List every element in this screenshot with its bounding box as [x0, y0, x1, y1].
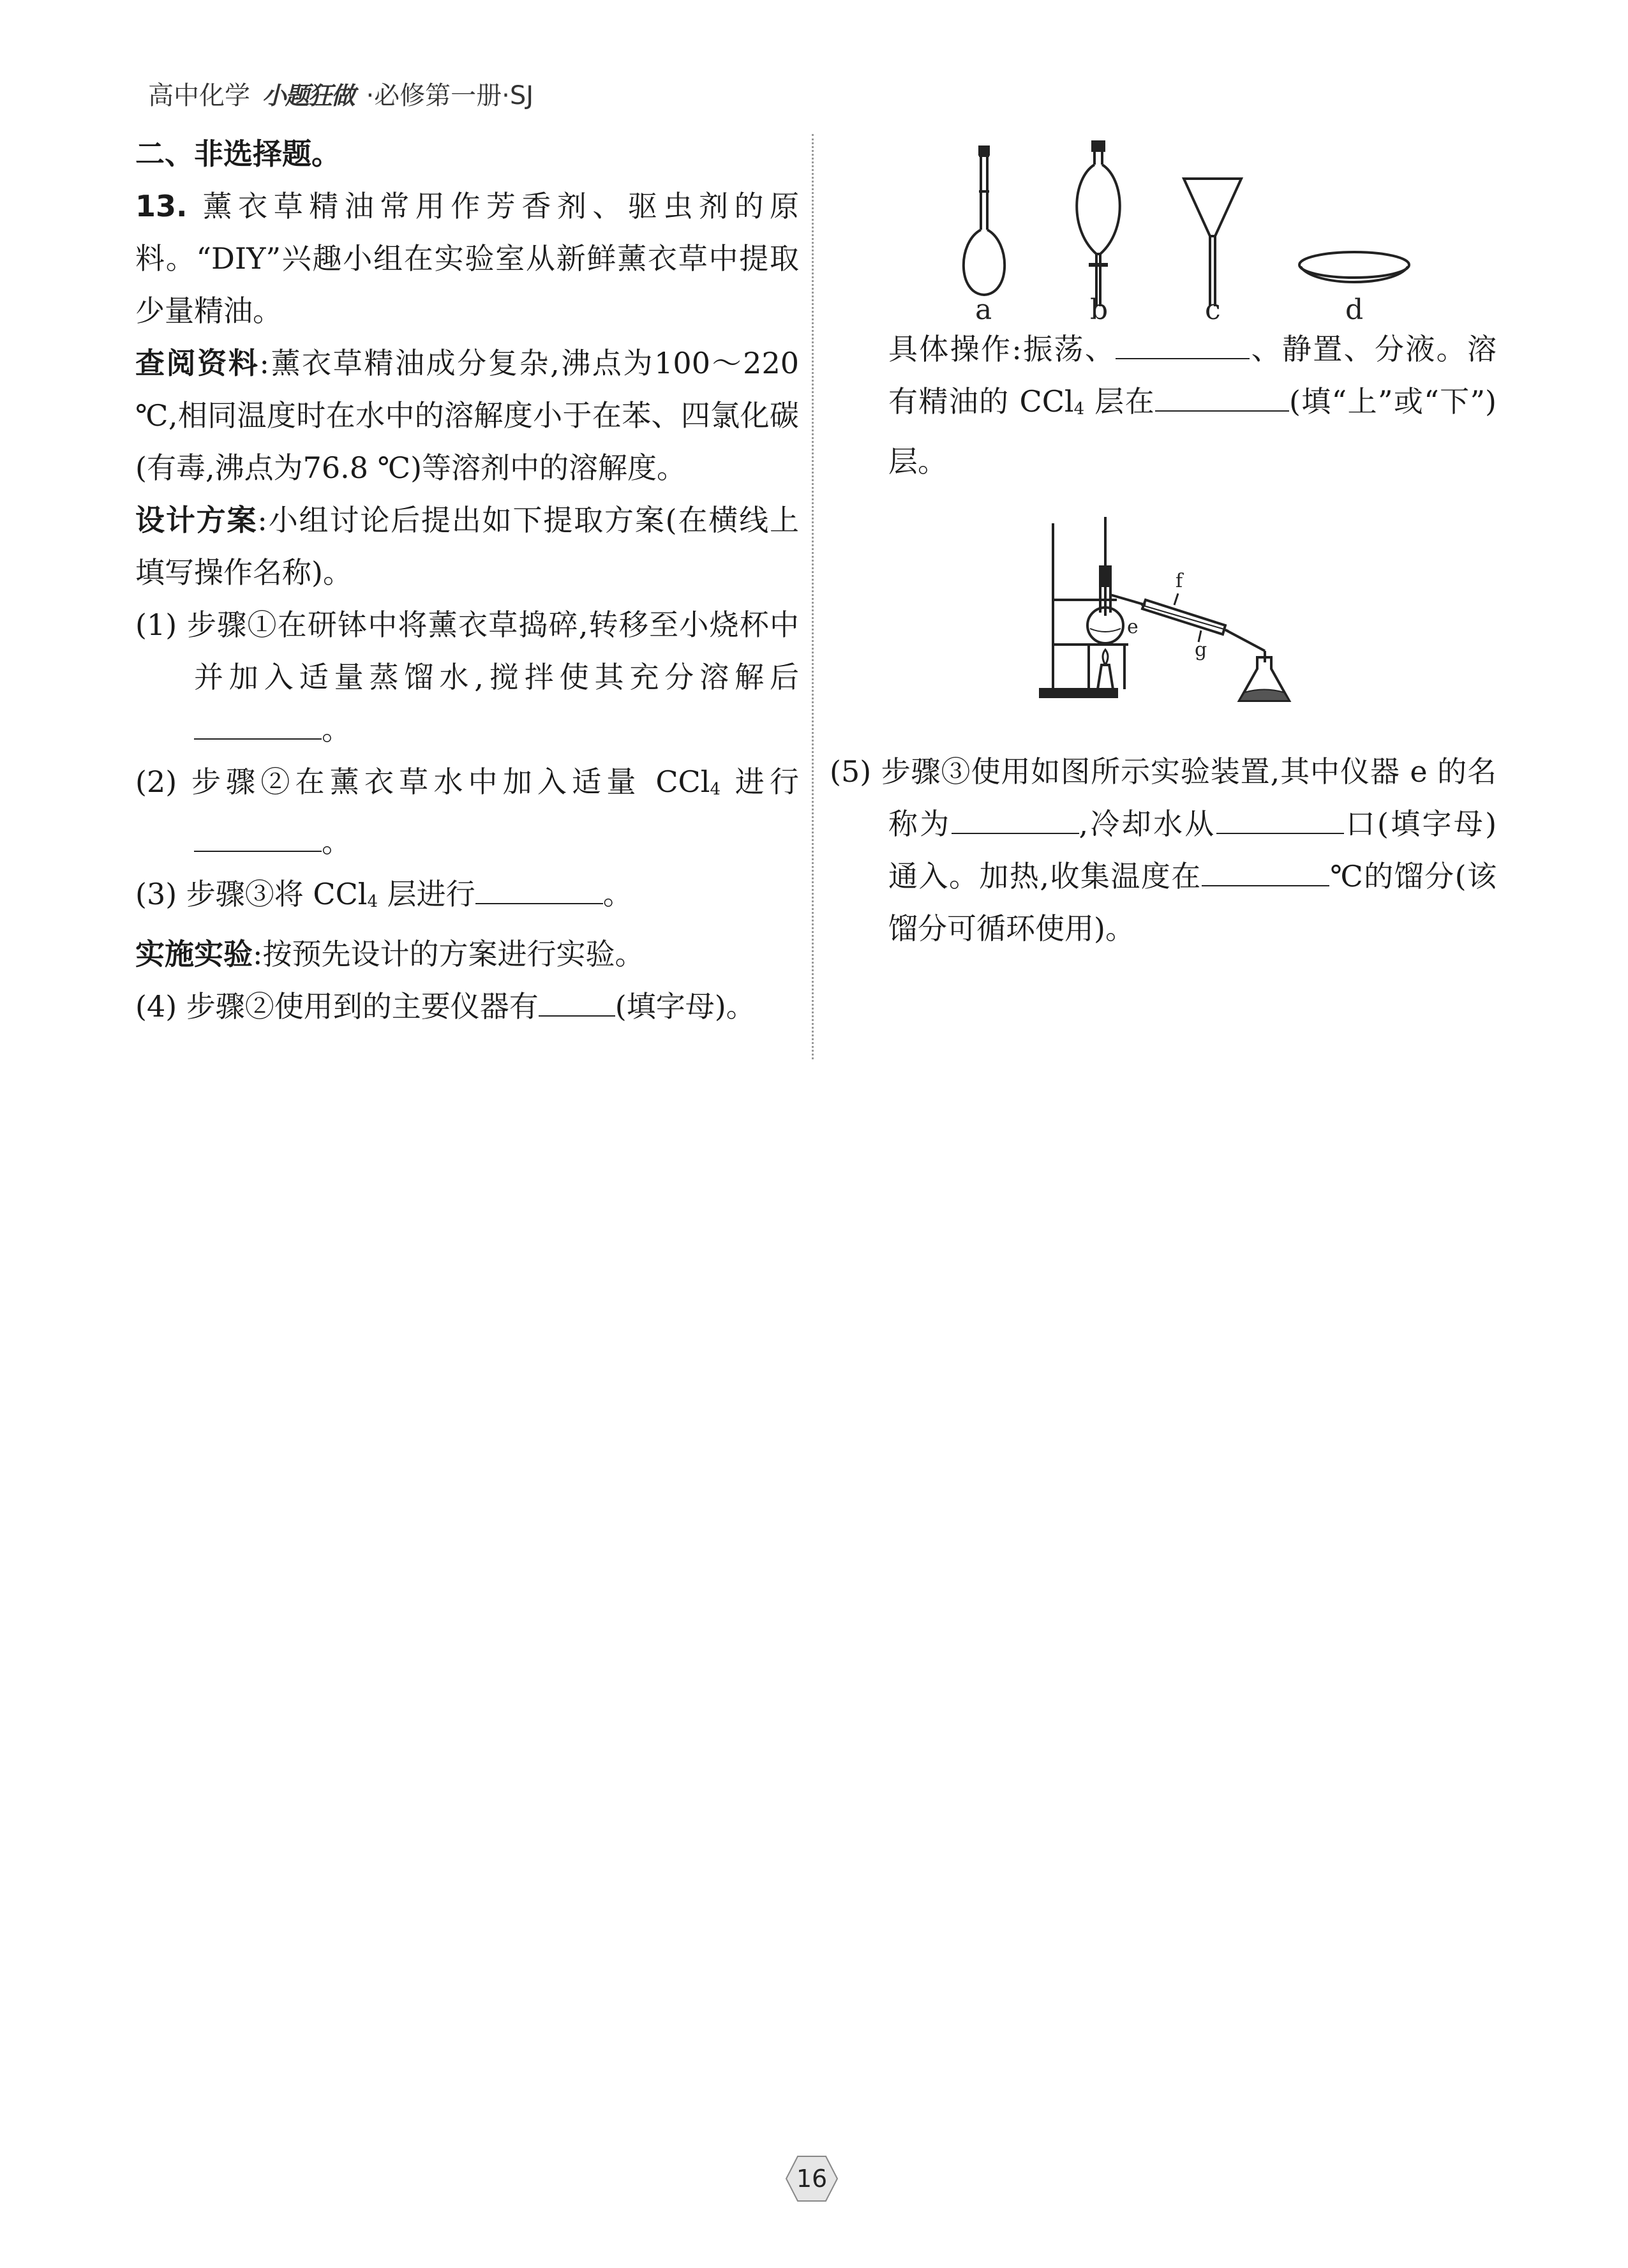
- section-title: 二、非选择题。: [135, 137, 341, 171]
- brand-logo: 小题狂做: [262, 82, 354, 110]
- figure-label-b: b: [1090, 294, 1109, 325]
- apparatus-label-e: e: [1127, 616, 1139, 638]
- figure-label-c: c: [1205, 294, 1221, 325]
- q13-number: 13.: [135, 189, 188, 223]
- answer-blank-op-2[interactable]: [1155, 385, 1289, 412]
- figure-label-a: a: [975, 294, 992, 325]
- answer-blank-5b[interactable]: [1216, 807, 1344, 834]
- right-column-upper: [830, 323, 1497, 488]
- question-1-end: 。: [322, 712, 351, 747]
- question-2: [135, 756, 799, 868]
- subscript-4: 4: [367, 892, 378, 911]
- separatory-funnel-icon: [1077, 142, 1120, 306]
- question-1: [135, 599, 799, 756]
- question-4-text: (4) 步骤②使用到的主要仪器有: [135, 989, 539, 1024]
- left-column: [135, 128, 799, 1033]
- reference-text: :薰衣草精油成分复杂,沸点为100～220 ℃,相同温度时在水中的溶解度小于在苯、四氯化碳(有毒,沸点为76.8 ℃)等溶剂中的溶解度。: [135, 346, 799, 485]
- question-1-text: (1) 步骤①在研钵中将薰衣草捣碎,转移至小烧杯中并加入适量蒸馏水,搅拌使其充分溶解后: [135, 608, 799, 694]
- header-book: ·必修第一册·SJ: [366, 81, 534, 110]
- figure-label-d: d: [1345, 294, 1364, 325]
- question-4: [135, 980, 799, 1033]
- answer-blank-1[interactable]: [194, 713, 322, 740]
- page-number-badge: [785, 2154, 839, 2204]
- apparatus-label-f: f: [1176, 570, 1183, 592]
- plan-paragraph: [135, 494, 799, 599]
- question-5: [830, 745, 1497, 955]
- question-3-text: (3) 步骤③将 CCl: [135, 877, 368, 911]
- implementation-label: 实施实验: [135, 937, 253, 971]
- instrument-figure: [951, 134, 1436, 325]
- plan-label: 设计方案: [135, 503, 258, 537]
- operation-text-b: 、静置、分液。溶有精油的 CCl: [888, 332, 1497, 419]
- answer-blank-3[interactable]: [475, 877, 603, 904]
- question-5-text-d: ℃的馏分(该馏分可循环使用)。: [888, 859, 1497, 946]
- q13-intro-text: 薰衣草精油常用作芳香剂、驱虫剂的原料。“DIY”兴趣小组在实验室从新鲜薰衣草中提取少量精油。: [135, 189, 800, 328]
- answer-blank-op-1[interactable]: [1116, 332, 1250, 359]
- operation-text-a: 具体操作:振荡、: [888, 332, 1116, 366]
- answer-blank-5a[interactable]: [952, 807, 1079, 834]
- subscript-4: 4: [1073, 399, 1085, 419]
- operation-text-c: 层在: [1084, 384, 1155, 419]
- implementation-paragraph: [135, 928, 799, 980]
- question-5-text-c: 口(填字母)通入。加热,收集温度在: [888, 807, 1497, 893]
- operation-text-d: (填“上”或“下”)层。: [888, 384, 1497, 479]
- apparatus-label-g: g: [1195, 639, 1207, 661]
- implementation-text: :按预先设计的方案进行实验。: [253, 937, 645, 971]
- subscript-4: 4: [710, 780, 721, 799]
- question-2-text: (2) 步骤②在薰衣草水中加入适量 CCl: [135, 765, 710, 799]
- column-divider: [812, 134, 814, 1059]
- question-2-end: 。: [322, 824, 351, 859]
- right-column-lower: [830, 745, 1497, 955]
- operation-paragraph: [830, 323, 1497, 488]
- question-5-text-a: (5) 步骤③使用如图所示实验装置,其中仪器 e 的名称为: [830, 754, 1497, 841]
- question-2-text-b: 进行: [720, 765, 799, 799]
- answer-blank-4[interactable]: [539, 990, 615, 1017]
- answer-blank-5c[interactable]: [1202, 860, 1329, 886]
- question-5-text-b: ,冷却水从: [1079, 807, 1216, 841]
- question-3-text-b: 层进行: [378, 877, 475, 911]
- page-number: 16: [796, 2165, 828, 2193]
- question-4-end: (填字母)。: [615, 989, 756, 1024]
- distillation-apparatus-figure: [1034, 498, 1302, 727]
- funnel-icon: [1184, 179, 1241, 306]
- volumetric-flask-icon: [964, 147, 1004, 295]
- plan-text: :小组讨论后提出如下提取方案(在横线上填写操作名称)。: [135, 503, 799, 590]
- reference-label: 查阅资料: [135, 346, 260, 380]
- question-3-end: 。: [602, 877, 632, 911]
- q13-intro: [135, 180, 799, 337]
- header-subject: 高中化学: [148, 81, 250, 110]
- reference-paragraph: [135, 337, 799, 494]
- running-header: [148, 75, 534, 112]
- question-3: [135, 868, 799, 928]
- evaporating-dish-icon: [1299, 252, 1409, 282]
- answer-blank-2[interactable]: [194, 825, 322, 852]
